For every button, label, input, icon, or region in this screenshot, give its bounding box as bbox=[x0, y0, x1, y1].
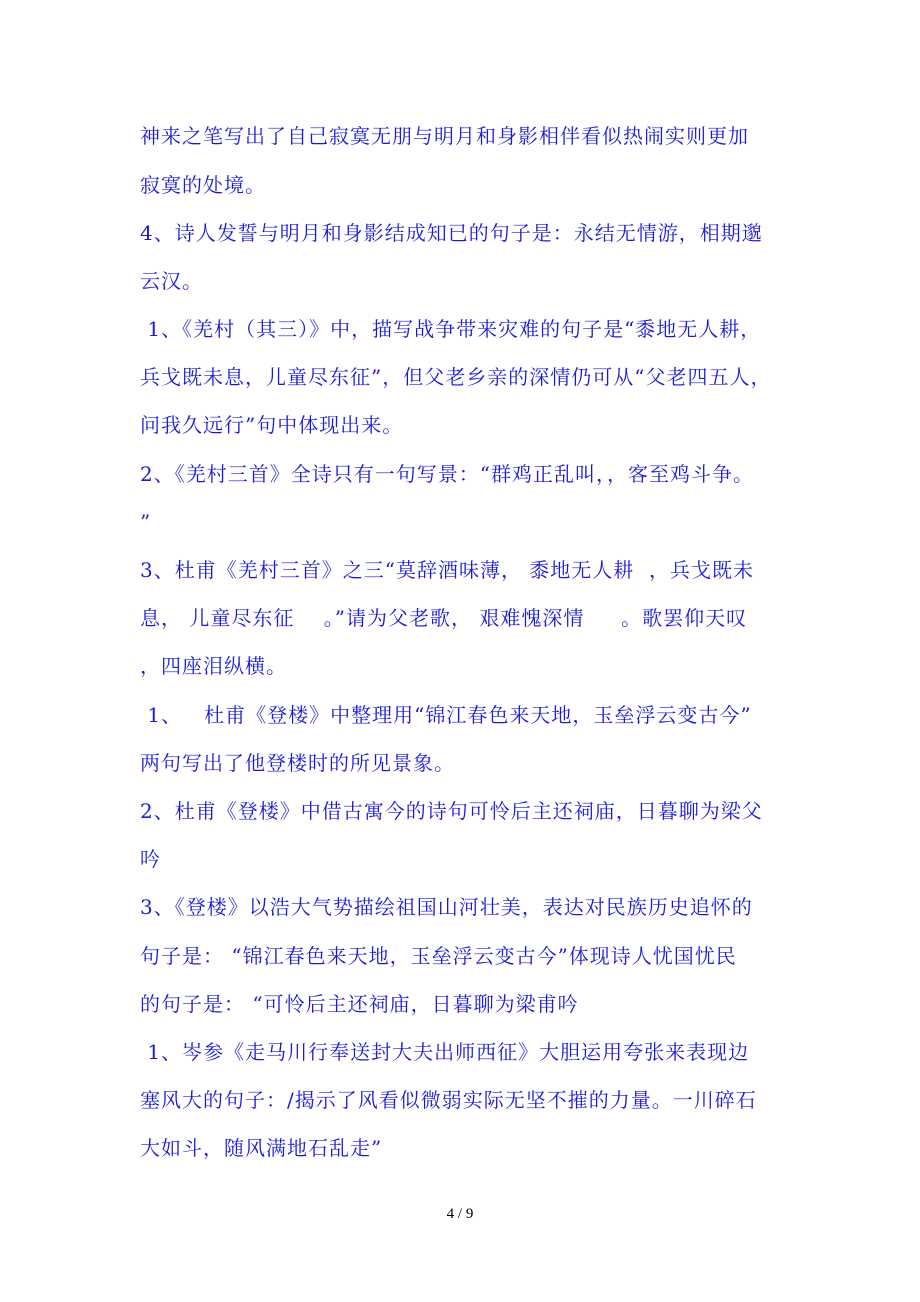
text-line: 寂寞的处境。 bbox=[140, 173, 266, 197]
text-line: 大如斗，随风满地石乱走” bbox=[140, 1136, 383, 1160]
text-line: 句子是： “锦江春色来天地，玉垒浮云变古今”体现诗人忧国忧民 bbox=[140, 944, 737, 968]
text-line: 兵戈既未息，儿童尽东征”，但父老乡亲的深情仍可从“父老四五人， bbox=[140, 365, 772, 389]
text-line: 云汉。 bbox=[140, 269, 203, 293]
text-line: 2、《羌村三首》全诗只有一句写景：“群鸡正乱叫，，客至鸡斗争。 bbox=[140, 462, 754, 486]
text-line: 1、岑参《走马川行奉送封大夫出师西征》大胆运用夸张来表现边 bbox=[140, 1040, 750, 1064]
text-line: 4、诗人发誓与明月和身影结成知已的句子是：永结无情游，相期邈 bbox=[140, 221, 763, 245]
text-line: 1、《羌村（其三）》中，描写战争带来灾难的句子是“黍地无人耕， bbox=[140, 317, 762, 341]
text-line: 2、杜甫《登楼》中借古寓今的诗句可怜后主还祠庙，日暮聊为梁父 bbox=[140, 799, 763, 823]
text-line: 1、 杜甫《登楼》中整理用“锦江春色来天地，玉垒浮云变古今” bbox=[140, 703, 752, 727]
text-line: 神来之笔写出了自己寂寞无朋与明月和身影相伴看似热闹实则更加 bbox=[140, 124, 749, 148]
text-line: 吟 bbox=[140, 847, 161, 871]
text-line: 3、杜甫《羌村三首》之三“莫辞酒味薄， 黍地无人耕 ，兵戈既未 bbox=[140, 558, 755, 582]
text-line: ” bbox=[140, 510, 152, 534]
text-line: 问我久远行”句中体现出来。 bbox=[140, 413, 404, 437]
text-line: 塞风大的句子：/揭示了风看似微弱实际无坚不摧的力量。一川碎石 bbox=[140, 1088, 757, 1112]
text-line: 的句子是： “可怜后主还祠庙，日暮聊为梁甫吟 bbox=[140, 992, 579, 1016]
text-line: ，四座泪纵横。 bbox=[140, 654, 287, 678]
page-number: 4 / 9 bbox=[446, 1206, 474, 1222]
text-line: 息， 儿童尽东征 。”请为父老歌， 艰难愧深情 。歌罢仰天叹 bbox=[140, 606, 748, 630]
text-line: 3、《登楼》以浩大气势描绘祖国山河壮美，表达对民族历史追怀的 bbox=[140, 895, 753, 919]
text-line: 两句写出了他登楼时的所见景象。 bbox=[140, 751, 455, 775]
